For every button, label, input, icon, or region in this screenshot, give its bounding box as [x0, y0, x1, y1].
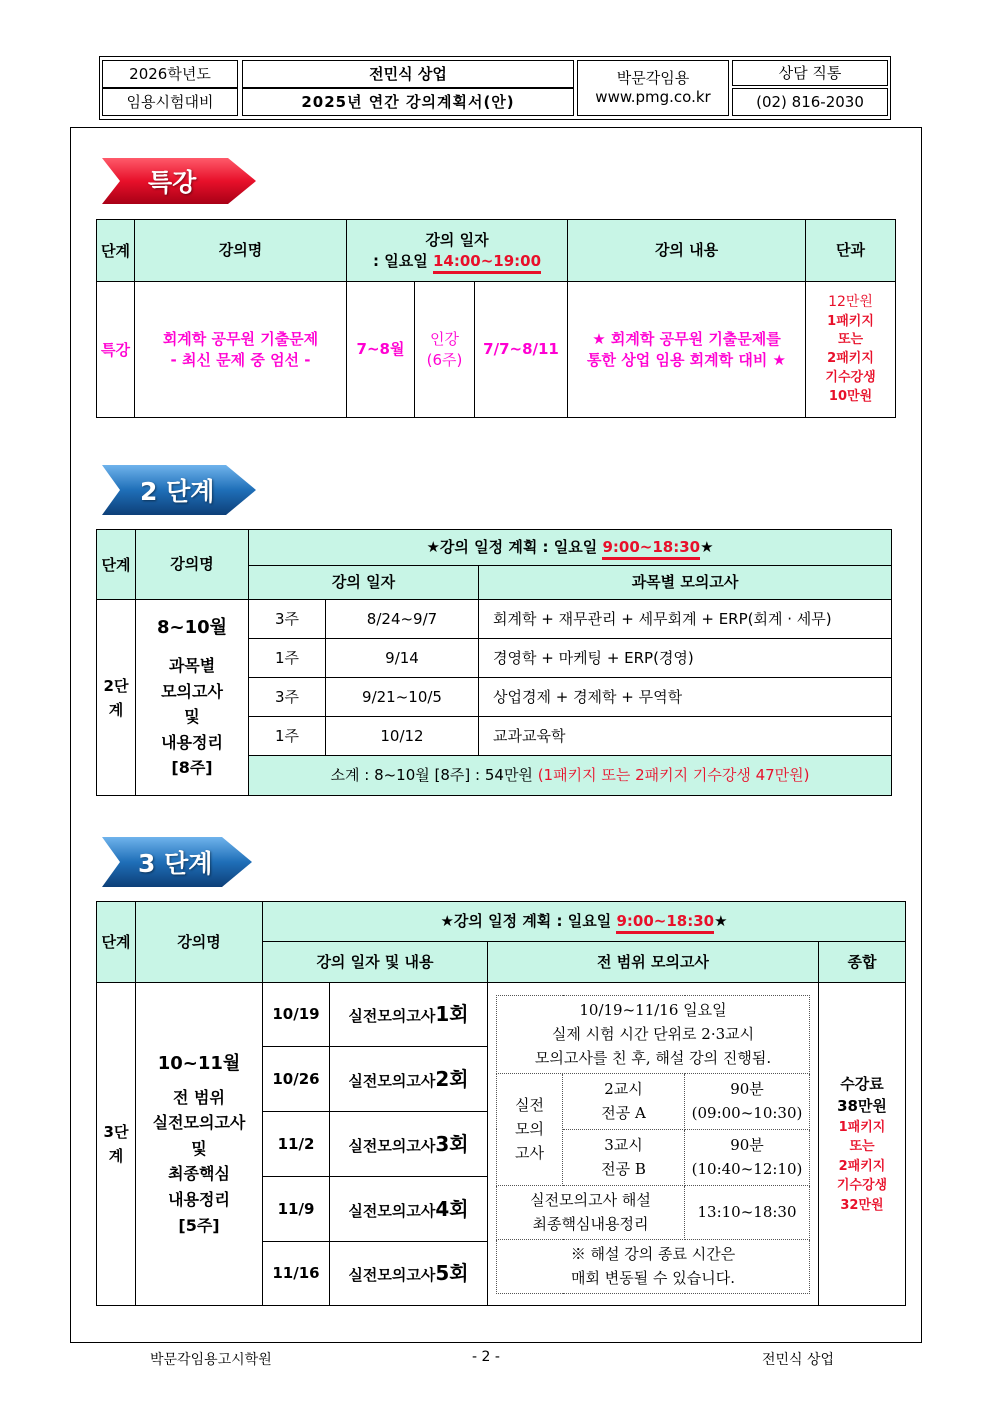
- table-row: 1주 9/14 경영학 + 마케팅 + ERP(경영): [97, 639, 892, 678]
- table-row: 11/16 실전모의고사5회: [97, 1242, 906, 1306]
- table-row: 3단계 10~11월 전 범위 실전모의고사 및 최종핵심 내용정리 [5주] 10/19 실전모의고사1회 10/19~11/16 일요일 실제 시험 시간 단위로 2·3교시 모의고사를 친 후, 해설 강의 진행됨. 실전 모의 고사 2교시 전공 A 90분 (09:00~10:30) 3교시 전공 B 90분 (10:40~12:10) 실전모의고사 해설 최종핵심내용정리 13:10~18:30 ※ 해설 강의 종료 시간은 매회 변동될 수 있습니다. 수강료 38만원 1패키지 또는 2패키지 기수강생 32만원: [97, 983, 906, 1047]
- special-header-content: 강의 내용: [568, 220, 806, 282]
- footer-instructor: 전민식 상업: [762, 1352, 835, 1368]
- stage3-banner: [100, 835, 260, 885]
- stage3-fee: 수강료 38만원 1패키지 또는 2패키지 기수강생 32만원: [819, 983, 906, 1306]
- stage3-header-plan: ★강의 일정 계획 : 일요일 9:00~18:30★: [263, 902, 906, 942]
- special-period: 7/7~8/11: [475, 282, 568, 418]
- table-row: 1주 10/12 교과교육학: [97, 717, 892, 756]
- stage3-header-stage: 단계: [97, 902, 136, 983]
- stage2-table: [96, 529, 892, 796]
- header-phone: (02) 816-2030: [732, 88, 888, 116]
- special-lecture-table: [96, 219, 896, 418]
- stage3-header-name: 강의명: [136, 902, 263, 983]
- table-row: 10/26 실전모의고사2회: [97, 1047, 906, 1112]
- document-header: [99, 56, 891, 120]
- special-header-stage: 단계: [97, 220, 135, 282]
- stage2-stage-label: 2단계: [97, 600, 136, 796]
- stage2-header-name: 강의명: [136, 530, 249, 600]
- table-row: 11/9 실전모의고사4회: [97, 1177, 906, 1242]
- table-row: 11/2 실전모의고사3회: [97, 1112, 906, 1177]
- header-exam: 임용시험대비: [102, 88, 238, 116]
- stage2-header-plan: ★강의 일정 계획 : 일요일 9:00~18:30★: [249, 530, 892, 566]
- special-mode: 인강 (6주): [415, 282, 475, 418]
- stage2-banner-label: 2 단계: [140, 477, 215, 506]
- stage2-subtotal: 소계 : 8~10월 [8주] : 54만원 (1패키지 또는 2패키지 기수강생 47만원): [249, 756, 892, 796]
- special-banner: [100, 156, 260, 206]
- table-row: 2단계 8~10월 과목별 모의고사 및 내용정리 [8주] 3주 8/24~9/7 회계학 + 재무관리 + 세무회계 + ERP(회계 · 세무): [97, 600, 892, 639]
- footer-academy: 박문각임용고시학원: [150, 1352, 272, 1368]
- stage3-header-total: 종합: [819, 942, 906, 983]
- mock-exam-label: 실전 모의 고사: [497, 1073, 563, 1185]
- stage2-time: 9:00~18:30: [602, 538, 700, 560]
- header-plan-title: 2025년 연간 강의계획서(안): [242, 88, 574, 116]
- special-stage-label: 특강: [97, 282, 135, 418]
- stage2-lecture-name: 8~10월 과목별 모의고사 및 내용정리 [8주]: [136, 600, 249, 796]
- header-contact-label: 상담 직통: [732, 60, 888, 86]
- special-content: ★ 회계학 공무원 기출문제를 통한 상업 임용 회계학 대비 ★: [568, 282, 806, 418]
- special-time: 14:00~19:00: [433, 252, 541, 274]
- special-header-date: 강의 일자 : 일요일 14:00~19:00: [347, 220, 568, 282]
- header-year: 2026학년도: [102, 60, 238, 88]
- header-academy: 박문각임용: [616, 69, 690, 88]
- special-months: 7~8월: [347, 282, 415, 418]
- stage3-table: [96, 901, 906, 1306]
- stage3-lecture-name: 10~11월 전 범위 실전모의고사 및 최종핵심 내용정리 [5주]: [136, 983, 263, 1306]
- page-number: - 2 -: [472, 1349, 500, 1365]
- header-instructor: 전민식 상업: [242, 60, 574, 88]
- stage2-banner: [100, 463, 260, 513]
- special-banner-label: 특강: [148, 168, 197, 197]
- stage2-header-subjects: 과목별 모의고사: [479, 566, 892, 600]
- stage3-header-exam: 전 범위 모의고사: [488, 942, 819, 983]
- table-row: 3주 9/21~10/5 상업경제 + 경제학 + 무역학: [97, 678, 892, 717]
- stage3-stage-label: 3단계: [97, 983, 136, 1306]
- stage3-time: 9:00~18:30: [616, 912, 714, 934]
- stage3-exam-detail: [488, 983, 819, 1306]
- special-header-name: 강의명: [135, 220, 347, 282]
- special-lecture-name: 회계학 공무원 기출문제 - 최신 문제 중 엄선 -: [135, 282, 347, 418]
- stage3-banner-label: 3 단계: [138, 849, 213, 878]
- exam-schedule-table: 10/19~11/16 일요일 실제 시험 시간 단위로 2·3교시 모의고사를 친 후, 해설 강의 진행됨. 실전 모의 고사 2교시 전공 A 90분 (09:00~10:30) 3교시 전공 B 90분 (10:40~12:10) 실전모의고사 해설 최종핵심내용정리 13:10~18:30 ※ 해설 강의 종료 시간은 매회 변동될 수 있습니다.: [496, 995, 810, 1294]
- special-price: 12만원 1패키지 또는 2패키지 기수강생 10만원: [806, 282, 896, 418]
- special-header-price: 단과: [806, 220, 896, 282]
- stage2-header-stage: 단계: [97, 530, 136, 600]
- stage3-header-dates: 강의 일자 및 내용: [263, 942, 488, 983]
- stage2-header-dates: 강의 일자: [249, 566, 479, 600]
- exam-note: ※ 해설 강의 종료 시간은 매회 변동될 수 있습니다.: [497, 1239, 810, 1293]
- header-website[interactable]: www.pmg.co.kr: [595, 88, 711, 106]
